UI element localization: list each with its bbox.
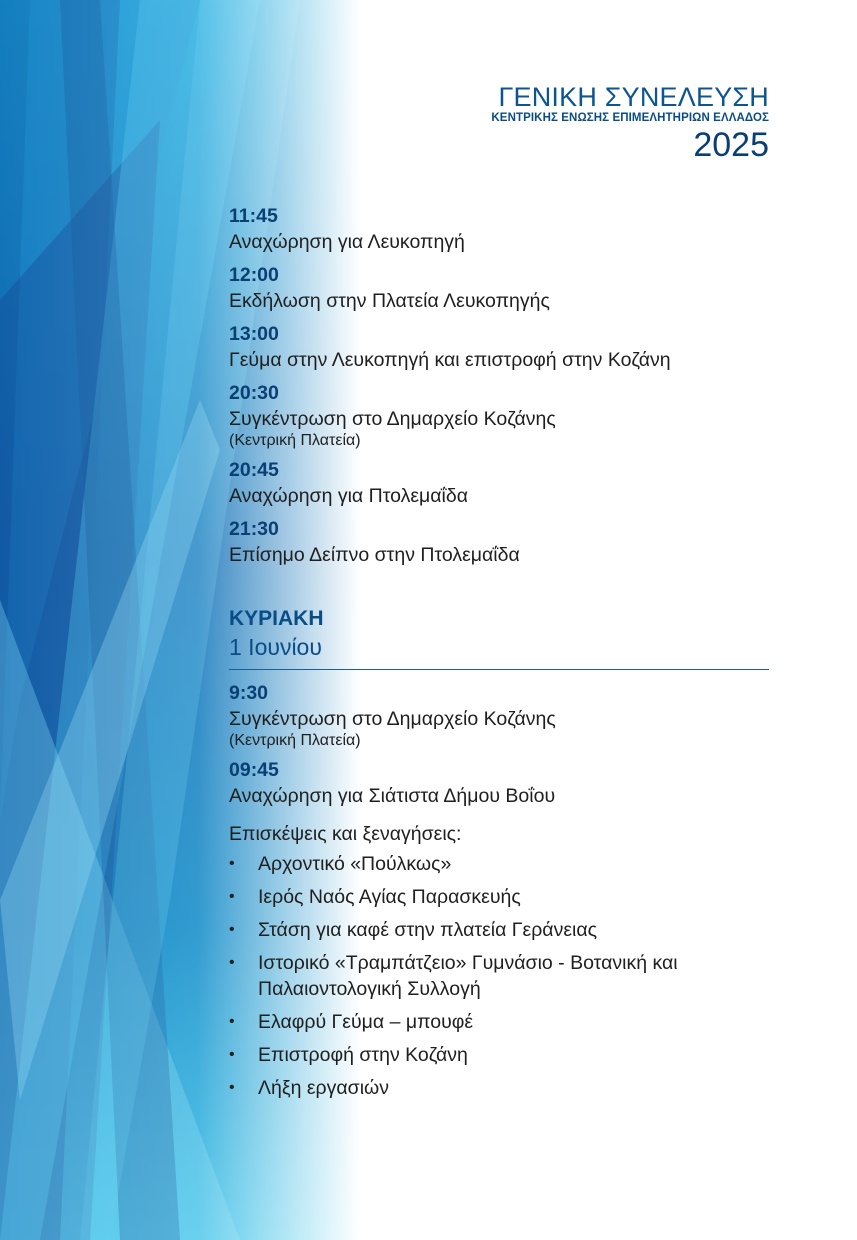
event-description: Αναχώρηση για Σιάτιστα Δήμου Βοΐου [229,785,556,807]
header-year: 2025 [693,126,769,164]
visits-list [229,851,774,1101]
event-description: Συγκέντρωση στο Δημαρχείο Κοζάνης [229,408,556,430]
event-item [229,458,774,510]
event-time: 11:45 [229,205,278,227]
visits-intro: Επισκέψεις και ξεναγήσεις: [229,823,462,845]
list-item [229,917,774,943]
list-item [229,851,774,877]
list-item [229,950,774,1002]
event-item [229,381,774,451]
header-subtitle: ΚΕΝΤΡΙΚΗΣ ΕΝΩΣΗΣ ΕΠΙΜΕΛΗΤΗΡΙΩΝ ΕΛΛΑΔΟΣ [491,112,769,124]
event-description: Γεύμα στην Λευκοπηγή και επιστροφή στην Κοζάνη [229,349,671,371]
bullet-icon: • [229,888,235,905]
bullet-icon: • [229,1046,235,1063]
event-item [229,263,774,315]
day-name: ΚΥΡΙΑΚΗ [229,607,324,630]
event-time: 20:30 [229,382,279,404]
event-item [229,517,774,569]
list-item [229,1009,774,1035]
event-description: Επίσημο Δείπνο στην Πτολεμαΐδα [229,544,520,566]
event-header [491,82,769,164]
event-time: 20:45 [229,459,279,481]
day-date: 1 Ιουνίου [229,634,322,660]
bullet-icon: • [229,921,235,938]
event-item [229,758,774,810]
bullet-icon: • [229,1013,235,1030]
visit-text: Ιστορικό «Τραμπάτζειο» Γυμνάσιο - Βοτανική και Παλαιοντολογική Συλλογή [258,952,678,1000]
event-item [229,204,774,256]
day-heading [229,606,774,670]
event-note: (Κεντρική Πλατεία) [229,432,361,449]
event-time: 09:45 [229,759,279,781]
list-item [229,1042,774,1068]
visit-text: Επιστροφή στην Κοζάνη [258,1044,468,1066]
bullet-icon: • [229,855,235,872]
event-time: 12:00 [229,264,279,286]
visit-text: Ιερός Ναός Αγίας Παρασκευής [258,886,521,908]
event-note: (Κεντρική Πλατεία) [229,732,361,749]
bullet-icon: • [229,954,235,971]
event-item [229,322,774,374]
visit-text: Αρχοντικό «Πούλκως» [258,853,452,875]
header-title: ΓΕΝΙΚΗ ΣΥΝΕΛΕΥΣΗ [498,82,769,112]
list-item [229,884,774,910]
event-description: Αναχώρηση για Λευκοπηγή [229,231,465,253]
event-time: 21:30 [229,518,279,540]
program-content [229,204,774,1108]
bullet-icon: • [229,1079,235,1096]
list-item [229,1075,774,1101]
event-description: Εκδήλωση στην Πλατεία Λευκοπηγής [229,290,550,312]
event-item [229,681,774,751]
event-description: Συγκέντρωση στο Δημαρχείο Κοζάνης [229,708,556,730]
visit-text: Στάση για καφέ στην πλατεία Γεράνειας [258,919,598,941]
visit-text: Ελαφρύ Γεύμα – μπουφέ [258,1011,474,1033]
event-description: Αναχώρηση για Πτολεμαΐδα [229,485,469,507]
event-time: 13:00 [229,323,279,345]
event-time: 9:30 [229,682,269,704]
visit-text: Λήξη εργασιών [258,1077,390,1099]
divider [229,669,769,670]
